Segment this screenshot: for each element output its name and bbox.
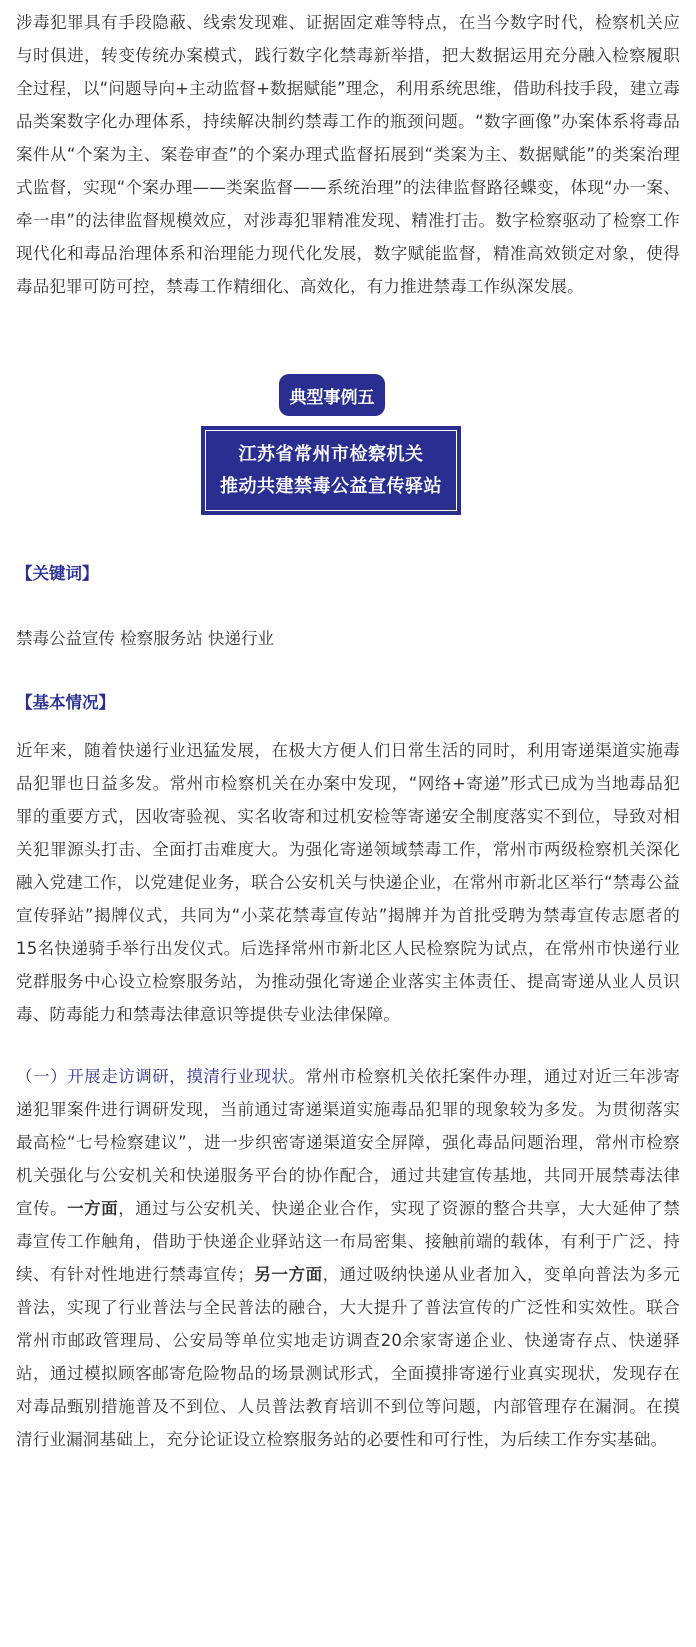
step-one-emphasis-1: 一方面 — [67, 1199, 119, 1218]
case-title-box — [201, 426, 461, 515]
step-one-emphasis-2: 另一方面 — [254, 1265, 323, 1284]
basic-info-paragraph: 近年来，随着快递行业迅猛发展，在极大方便人们日常生活的同时，利用寄递渠道实施毒品犯罪也日益多发。常州市检察机关在办案中发现，“网络+寄递”形式已成为当地毒品犯罪的重要方式，因收寄验视、实名收寄和过机安检等寄递安全制度落实不到位，导致对相关犯罪源头打击、全面打击难度大。为强化寄递领域禁毒工作，常州市两级检察机关深化融入党建工作，以党建促业务，联合公安机关与快递企业，在常州市新北区举行“禁毒公益宣传驿站”揭牌仪式，共同为“小菜花禁毒宣传站”揭牌并为首批受聘为禁毒宣传志愿者的15名快递骑手举行出发仪式。后选择常州市新北区人民检察院为试点，在常州市快递行业党群服务中心设立检察服务站，为推动强化寄递企业落实主体责任、提高寄递从业人员识毒、防毒能力和禁毒法律意识等提供专业法律保障。 — [16, 741, 680, 1024]
step-one-text-c: ，通过吸纳快递从业者加入，变单向普法为多元普法，实现了行业普法与全民普法的融合，大大提升了普法宣传的广泛性和实效性。联合常州市邮政管理局、公安局等单位实地走访调查20余家寄递企业、快递寄存点、快递驿站，通过模拟顾客邮寄危险物品的场景测试形式，全面摸排寄递行业真实现状，发现存在对毒品甄别措施普及不到位、人员普法教育培训不到位等问题，内部管理存在漏洞。在摸清行业漏洞基础上，充分论证设立检察服务站的必要性和可行性，为后续工作夯实基础。 — [16, 1265, 680, 1449]
case-title-line-1: 江苏省常州市检察机关 — [238, 443, 424, 465]
keywords-text: 禁毒公益宣传 检察服务站 快递行业 — [16, 629, 274, 648]
intro-paragraph: 涉毒犯罪具有手段隐蔽、线索发现难、证据固定难等特点，在当今数字时代，检察机关应与时俱进，转变传统办案模式，践行数字化禁毒新举措，把大数据运用充分融入检察履职全过程，以“问题导向+主动监督+数据赋能”理念，利用系统思维，借助科技手段，建立毒品类案数字化办理体系，持续解决制约禁毒工作的瓶颈问题。“数字画像”办案体系将毒品案件从“个案为主、案卷审查”的个案办理式监督拓展到“类案为主、数据赋能”的类案治理式监督，实现“个案办理——类案监督——系统治理”的法律监督路径蝶变，体现“办一案、牵一串”的法律监督规模效应，对涉毒犯罪精准发现、精准打击。数字检察驱动了检察工作现代化和毒品治理体系和治理能力现代化发展，数字赋能监督，精准高效锁定对象，使得毒品犯罪可防可控，禁毒工作精细化、高效化，有力推进禁毒工作纵深发展。 — [16, 13, 680, 296]
keywords-heading: 【关键词】 — [16, 564, 99, 583]
case-title-frame — [205, 430, 457, 511]
step-one-heading: （一）开展走访调研，摸清行业现状。 — [16, 1067, 306, 1086]
case-number-badge: 典型事例五 — [279, 374, 385, 416]
step-one-paragraph — [16, 1060, 680, 1456]
case-title-line-2: 推动共建禁毒公益宣传驿站 — [220, 475, 442, 497]
basic-info-heading: 【基本情况】 — [16, 693, 115, 712]
step-one-text-b: ，通过与公安机关、快递企业合作，实现了资源的整合共享，大大延伸了禁毒宣传工作触角，借助于快递企业驿站这一布局密集、接触前端的载体，有利于广泛、持续、有针对性地进行禁毒宣传； — [16, 1199, 680, 1284]
step-one-text-a: 常州市检察机关依托案件办理，通过对近三年涉寄递犯罪案件进行调研发现，当前通过寄递渠道实施毒品犯罪的现象较为多发。为贯彻落实最高检“七号检察建议”，进一步织密寄递渠道安全屏障，强化毒品问题治理，常州市检察机关强化与公安机关和快递服务平台的协作配合，通过共建宣传基地，共同开展禁毒法律宣传。 — [16, 1067, 680, 1218]
